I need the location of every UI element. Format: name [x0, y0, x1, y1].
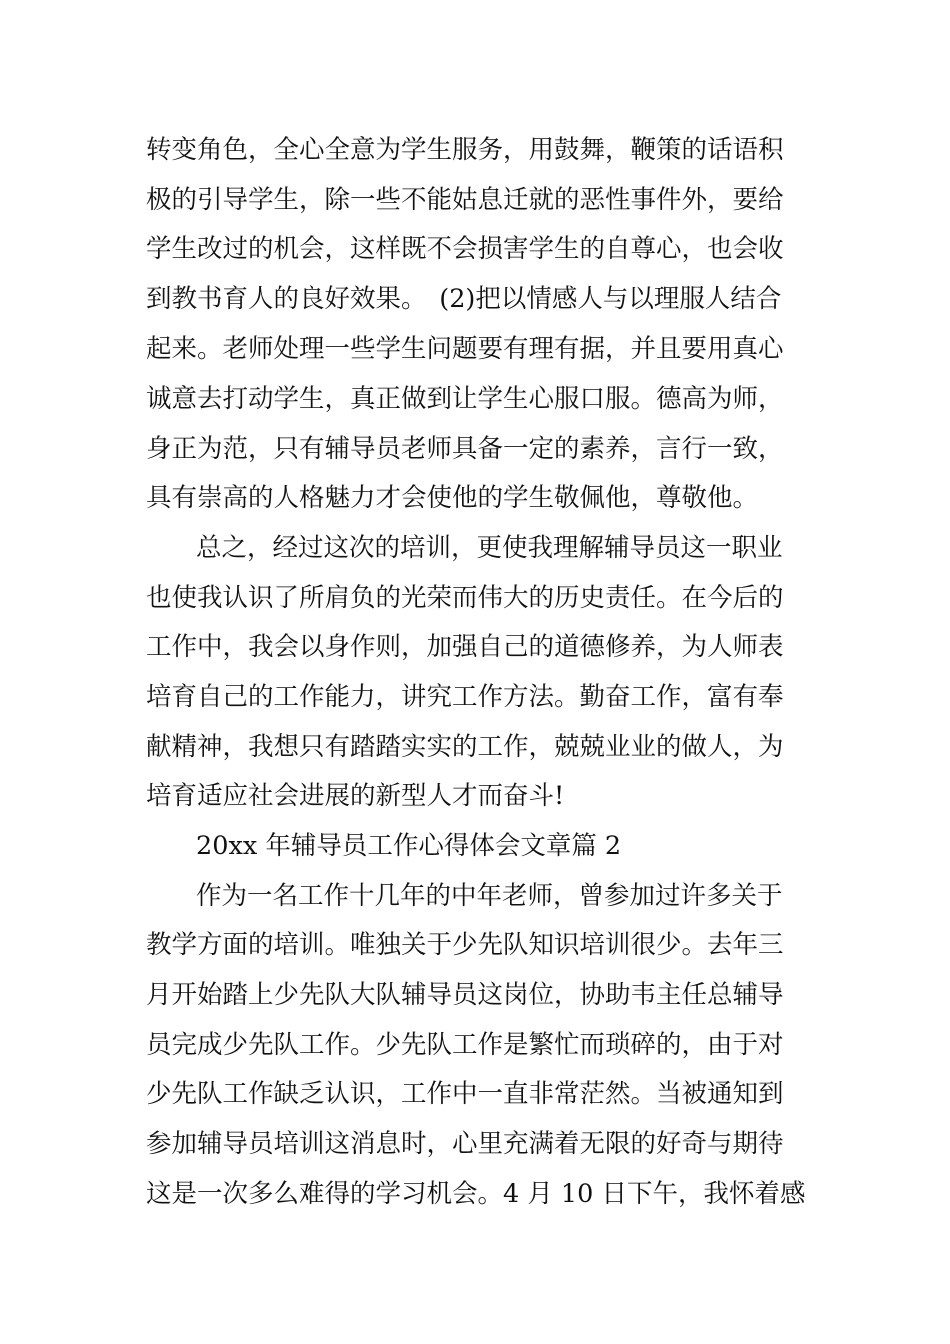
- body-text-line: 员完成少先队工作。少先队工作是繁忙而琐碎的，由于对: [146, 1030, 784, 1060]
- body-text-line: 到教书育人的良好效果。 (2)把以情感人与以理服人结合: [146, 284, 782, 314]
- body-text-line: 诚意去打动学生，真正做到让学生心服口服。德高为师，: [146, 384, 784, 414]
- body-text-line: 参加辅导员培训这消息时，心里充满着无限的好奇与期待: [146, 1129, 784, 1159]
- body-text-line: 身正为范，只有辅导员老师具备一定的素养，言行一致，: [146, 434, 784, 464]
- body-text-line: 培育适应社会进展的新型人才而奋斗!: [146, 781, 565, 811]
- body-text-line: 极的引导学生，除一些不能姑息迁就的恶性事件外，要给: [146, 185, 784, 215]
- body-text-line: 具有崇高的人格魅力才会使他的学生敬佩他，尊敬他。: [146, 483, 759, 513]
- body-text-line: 这是一次多么难得的学习机会。4 月 10 日下午，我怀着感: [146, 1179, 806, 1209]
- paragraph-start-line: 总之，经过这次的培训，更使我理解辅导员这一职业: [196, 533, 783, 563]
- body-text-line: 献精神，我想只有踏踏实实的工作，兢兢业业的做人，为: [146, 732, 784, 762]
- body-text-line: 转变角色，全心全意为学生服务，用鼓舞，鞭策的话语积: [146, 135, 784, 165]
- body-text-line: 培育自己的工作能力，讲究工作方法。勤奋工作，富有奉: [146, 682, 784, 712]
- body-text-line: 教学方面的培训。唯独关于少先队知识培训很少。去年三: [146, 930, 784, 960]
- section-heading: 20xx 年辅导员工作心得体会文章篇 2: [196, 831, 622, 861]
- body-text-line: 学生改过的机会，这样既不会损害学生的自尊心，也会收: [146, 234, 784, 264]
- body-text-line: 月开始踏上少先队大队辅导员这岗位，协助韦主任总辅导: [146, 980, 784, 1010]
- paragraph-start-line: 作为一名工作十几年的中年老师，曾参加过许多关于: [196, 881, 783, 911]
- body-text-line: 也使我认识了所肩负的光荣而伟大的历史责任。在今后的: [146, 583, 784, 613]
- body-text-line: 少先队工作缺乏认识，工作中一直非常茫然。当被通知到: [146, 1079, 784, 1109]
- body-text-line: 工作中，我会以身作则，加强自己的道德修养，为人师表: [146, 632, 784, 662]
- body-text-line: 起来。老师处理一些学生问题要有理有据，并且要用真心: [146, 334, 784, 364]
